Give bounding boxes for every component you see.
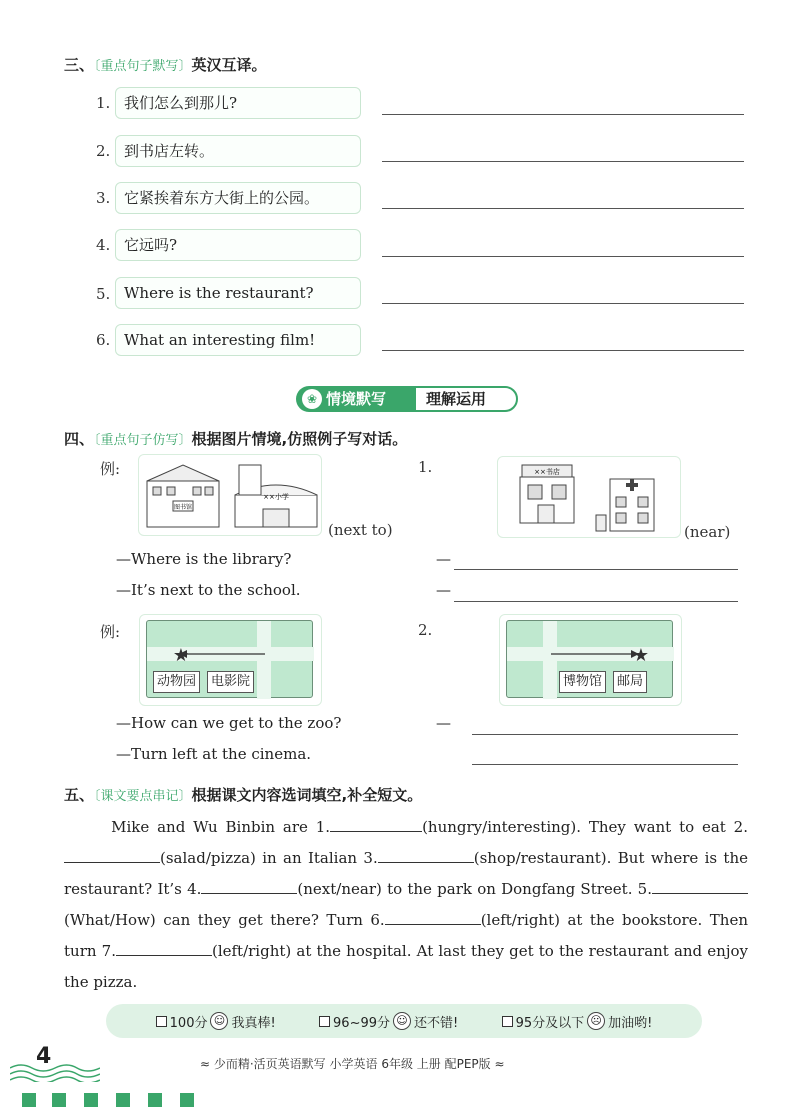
flower-icon: ❀ <box>302 389 322 409</box>
passage-text: (left/right) at the hospital. At last they get to the restaurant and enjoy the pizza. <box>64 942 748 991</box>
section5-title <box>64 784 422 805</box>
banner-left <box>296 386 418 412</box>
item1-dash: — <box>436 550 451 568</box>
section3-number: 三、 <box>64 56 95 74</box>
section4-number: 四、 <box>64 430 95 448</box>
item1-answer-line[interactable] <box>454 601 738 602</box>
example1-hint: (next to) <box>328 521 393 539</box>
item2-map <box>506 620 673 698</box>
item1-picture <box>497 456 681 538</box>
blank-2[interactable] <box>64 849 160 863</box>
score-bar <box>106 1004 702 1038</box>
example-label: 例: <box>100 460 121 478</box>
library-sign: 图书馆 <box>173 504 193 511</box>
score-label: 96~99分 <box>333 1015 391 1031</box>
item1-question-line[interactable] <box>454 569 738 570</box>
section5-tag: 〔课文要点串记〕 <box>94 789 192 804</box>
section3-instruction: 英汉互译。 <box>191 56 267 74</box>
passage-text: (next/near) to the park on Dongfang Street. 5. <box>297 880 652 898</box>
post-office-label: 邮局 <box>613 671 647 693</box>
checkbox[interactable] <box>319 1016 330 1027</box>
item2-question-line[interactable] <box>472 734 738 735</box>
svg-text:★: ★ <box>632 645 650 666</box>
example-label: 例: <box>100 623 121 641</box>
section5-instruction: 根据课文内容选词填空,补全短文。 <box>191 786 423 804</box>
museum-label: 博物馆 <box>559 671 606 693</box>
item1-hint: (near) <box>684 523 731 541</box>
answer-line[interactable] <box>382 350 744 351</box>
item2-dash: — <box>436 714 451 732</box>
item-number: 6. <box>96 331 111 349</box>
score-comment: 加油哟! <box>608 1015 653 1031</box>
bookstore-hospital-illustration <box>498 457 682 539</box>
prompt-box: What an interesting film! <box>115 324 361 356</box>
decor-square <box>148 1093 162 1107</box>
banner-left-label: 情境默写 <box>326 390 387 408</box>
section4-instruction: 根据图片情境,仿照例子写对话。 <box>191 430 408 448</box>
passage-text: (hungry/interesting). They want to eat 2. <box>422 818 748 836</box>
blank-1[interactable] <box>330 818 422 832</box>
passage-text: (shop/restaurant). But where is the restaurant? It’s 4. <box>64 849 748 898</box>
banner-right-label: 理解运用 <box>414 386 518 412</box>
prompt-box: Where is the restaurant? <box>115 277 361 309</box>
wave-decoration-icon <box>10 1062 100 1082</box>
page-number: 4 <box>36 1044 52 1069</box>
prompt-box: 它紧挨着东方大街上的公园。 <box>115 182 361 214</box>
zoo-label: 动物园 <box>153 671 200 693</box>
item1-dash: — <box>436 581 451 599</box>
answer-line[interactable] <box>382 161 744 162</box>
section4-title <box>64 428 407 449</box>
example2-question: —How can we get to the zoo? <box>116 714 342 732</box>
item-number: 5. <box>96 285 111 303</box>
example2-answer: —Turn left at the cinema. <box>116 745 312 763</box>
passage-text: (left/right) at the bookstore. Then turn 7. <box>64 911 748 960</box>
passage-text: Mike and Wu Binbin are 1. <box>111 818 331 836</box>
passage-text: (salad/pizza) in an Italian 3. <box>160 849 378 867</box>
school-sign: ××小学 <box>263 493 289 501</box>
score-comment: 还不错! <box>414 1015 459 1031</box>
decor-square <box>180 1093 194 1107</box>
checkbox[interactable] <box>502 1016 513 1027</box>
sad-face-icon: ☹ <box>587 1012 605 1030</box>
example2-map <box>146 620 313 698</box>
example1-answer: —It’s next to the school. <box>116 581 301 599</box>
answer-line[interactable] <box>382 303 744 304</box>
score-option[interactable] <box>502 1012 653 1031</box>
example1-question: —Where is the library? <box>116 550 292 568</box>
score-label: 100分 <box>169 1015 208 1031</box>
answer-line[interactable] <box>382 256 744 257</box>
decor-square <box>84 1093 98 1107</box>
bookstore-sign: ××书店 <box>534 468 560 476</box>
passage-text: (What/How) can they get there? Turn 6. <box>64 911 385 929</box>
blank-7[interactable] <box>116 942 212 956</box>
item-number: 3. <box>96 189 111 207</box>
blank-4[interactable] <box>201 880 297 894</box>
answer-line[interactable] <box>382 208 744 209</box>
score-option[interactable] <box>156 1012 276 1031</box>
prompt-box: 到书店左转。 <box>115 135 361 167</box>
cinema-label: 电影院 <box>207 671 254 693</box>
item2-answer-line[interactable] <box>472 764 738 765</box>
score-label: 95分及以下 <box>515 1015 585 1031</box>
section4-tag: 〔重点句子仿写〕 <box>94 433 192 448</box>
happy-face-icon: ☺ <box>210 1012 228 1030</box>
cloze-passage <box>64 812 748 998</box>
item2-number: 2. <box>418 621 433 639</box>
blank-6[interactable] <box>385 911 481 925</box>
footer-text: ≈ 少而精·活页英语默写 小学英语 6年级 上册 配PEP版 ≈ <box>200 1057 505 1071</box>
prompt-box: 我们怎么到那儿? <box>115 87 361 119</box>
decor-square <box>52 1093 66 1107</box>
decor-square <box>116 1093 130 1107</box>
section5-number: 五、 <box>64 786 95 804</box>
decor-square <box>22 1093 36 1107</box>
checkbox[interactable] <box>156 1016 167 1027</box>
score-option[interactable] <box>319 1012 458 1031</box>
blank-3[interactable] <box>378 849 474 863</box>
blank-5[interactable] <box>652 880 748 894</box>
item1-number: 1. <box>418 458 433 476</box>
item-number: 4. <box>96 236 111 254</box>
library-school-illustration <box>139 455 323 537</box>
example1-picture <box>138 454 322 536</box>
section3-tag: 〔重点句子默写〕 <box>94 59 192 74</box>
item-number: 1. <box>96 94 111 112</box>
score-comment: 我真棒! <box>231 1015 276 1031</box>
prompt-box: 它远吗? <box>115 229 361 261</box>
svg-text:★: ★ <box>172 645 190 666</box>
section-banner <box>296 386 516 412</box>
answer-line[interactable] <box>382 114 744 115</box>
smile-face-icon: ☺ <box>393 1012 411 1030</box>
item-number: 2. <box>96 142 111 160</box>
section3-title <box>64 54 267 75</box>
